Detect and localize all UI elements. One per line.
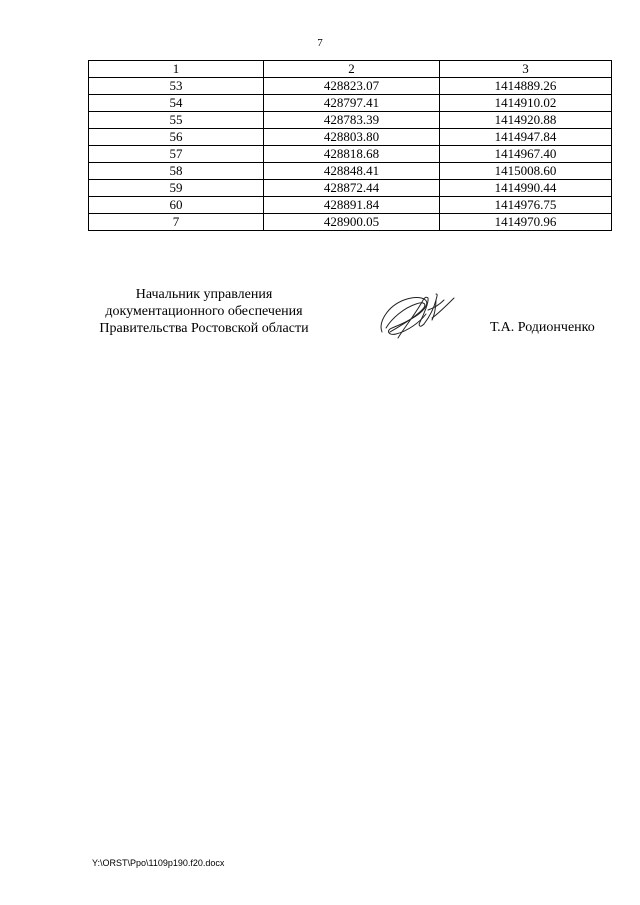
point-number-cell: 59 [89,180,264,197]
point-number-cell: 56 [89,129,264,146]
position-line: документационного обеспечения [105,304,303,319]
handwritten-signature [374,288,460,344]
table-row [89,146,612,163]
y-coordinate-cell: 1414970.96 [440,214,612,231]
point-number-cell: 7 [89,214,264,231]
table-row [89,214,612,231]
y-coordinate-cell: 1414967.40 [440,146,612,163]
x-coordinate-cell: 428872.44 [264,180,440,197]
point-number-cell: 53 [89,78,264,95]
column-header: 2 [264,61,440,78]
table-row [89,163,612,180]
signatory-name: Т.А. Родионченко [490,320,595,335]
y-coordinate-cell: 1414947.84 [440,129,612,146]
point-number-cell: 54 [89,95,264,112]
position-line: Правительства Ростовской области [99,321,309,336]
x-coordinate-cell: 428803.80 [264,129,440,146]
y-coordinate-cell: 1414889.26 [440,78,612,95]
y-coordinate-cell: 1414920.88 [440,112,612,129]
x-coordinate-cell: 428848.41 [264,163,440,180]
position-line: Начальник управления [135,287,273,302]
signatory-position [84,286,324,337]
table-row [89,95,612,112]
x-coordinate-cell: 428823.07 [264,78,440,95]
x-coordinate-cell: 428818.68 [264,146,440,163]
table-row [89,78,612,95]
table-row [89,129,612,146]
point-number-cell: 55 [89,112,264,129]
x-coordinate-cell: 428797.41 [264,95,440,112]
table-header-row [89,61,612,78]
coordinates-table [88,60,612,231]
table-row [89,112,612,129]
file-path: Y:\ORST\Ppo\1109p190.f20.docx [92,858,225,868]
x-coordinate-cell: 428900.05 [264,214,440,231]
x-coordinate-cell: 428783.39 [264,112,440,129]
table-row [89,197,612,214]
y-coordinate-cell: 1414910.02 [440,95,612,112]
column-header: 3 [440,61,612,78]
x-coordinate-cell: 428891.84 [264,197,440,214]
y-coordinate-cell: 1414990.44 [440,180,612,197]
y-coordinate-cell: 1414976.75 [440,197,612,214]
table-row [89,180,612,197]
column-header: 1 [89,61,264,78]
y-coordinate-cell: 1415008.60 [440,163,612,180]
point-number-cell: 57 [89,146,264,163]
point-number-cell: 60 [89,197,264,214]
point-number-cell: 58 [89,163,264,180]
page-number: 7 [317,37,323,49]
